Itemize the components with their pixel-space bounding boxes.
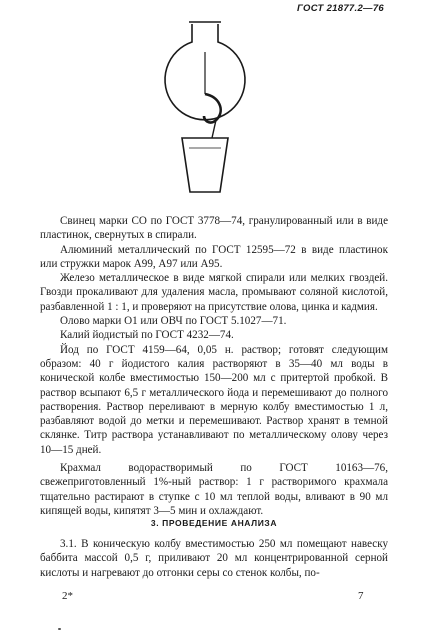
- page-header: ГОСТ 21877.2—76: [297, 3, 384, 14]
- paragraph-iron: Железо металлическое в виде мягкой спирали или мелких гвоздей. Гвозди прокаливают для удаления масла, промывают соляной кислотой, разбавленной 1 : 1, и проверяют на присутствие олова, цинка и кадмия.: [40, 272, 388, 313]
- paragraph-potassium-iodide: Калий йодистый по ГОСТ 4232—74.: [60, 329, 234, 342]
- paragraph-aluminium: Алюминий металлический по ГОСТ 12595—72 в виде пластинок или стружки марок А99, А97 или А95.: [40, 243, 388, 270]
- section-body: [40, 537, 388, 580]
- paragraph-tin: Олово марки О1 или ОВЧ по ГОСТ 5.1027—71.: [60, 315, 287, 328]
- section-heading: 3. ПРОВЕДЕНИЕ АНАЛИЗА: [150, 518, 278, 528]
- paragraph-lead: Свинец марки СО по ГОСТ 3778—74, гранулированный или в виде пластинок, свернутых в спирали.: [40, 215, 388, 242]
- paragraph-iodine: Йод по ГОСТ 4159—64, 0,05 н. раствор; готовят следующим образом: 40 г йодистого калия растворяют в 35—40 мл воды в конической колбе вместимостью 150—200 мл с притертой пробкой. В раствор всыпают 6,5 г металлического йода и перемешивают до полного растворения. Раствор переливают в мерную колбу вместимостью 1 л, разбавляют водой до метки и перемешивают. Раствор хранят в темной склянке. Титр раствора устанавливают по металлическому олову через 10—15 дней.: [40, 343, 388, 456]
- paragraph-3-1: 3.1. В коническую колбу вместимостью 250 мл помещают навеску баббита массой 0,5 г, приливают 20 мл концентрированной серной кислоты и нагревают до отгонки серы со стенок колбы, по-: [40, 538, 388, 579]
- signature-mark: 2*: [62, 590, 73, 602]
- paragraph-starch: Крахмал водорастворимый по ГОСТ 10163—76, свежеприготовленный 1%-ный раствор: 1 г растворимого крахмала тщательно растирают в ступке с 10 мл теплой воды, вливают в 90 мл кипящей воды, кипятят 3—5 мин и охлаждают.: [40, 462, 388, 517]
- print-speck: [58, 628, 61, 630]
- flask-hook-stopper-illustration: [140, 12, 270, 207]
- page-number: 7: [358, 590, 364, 602]
- reagent-list: [40, 214, 388, 518]
